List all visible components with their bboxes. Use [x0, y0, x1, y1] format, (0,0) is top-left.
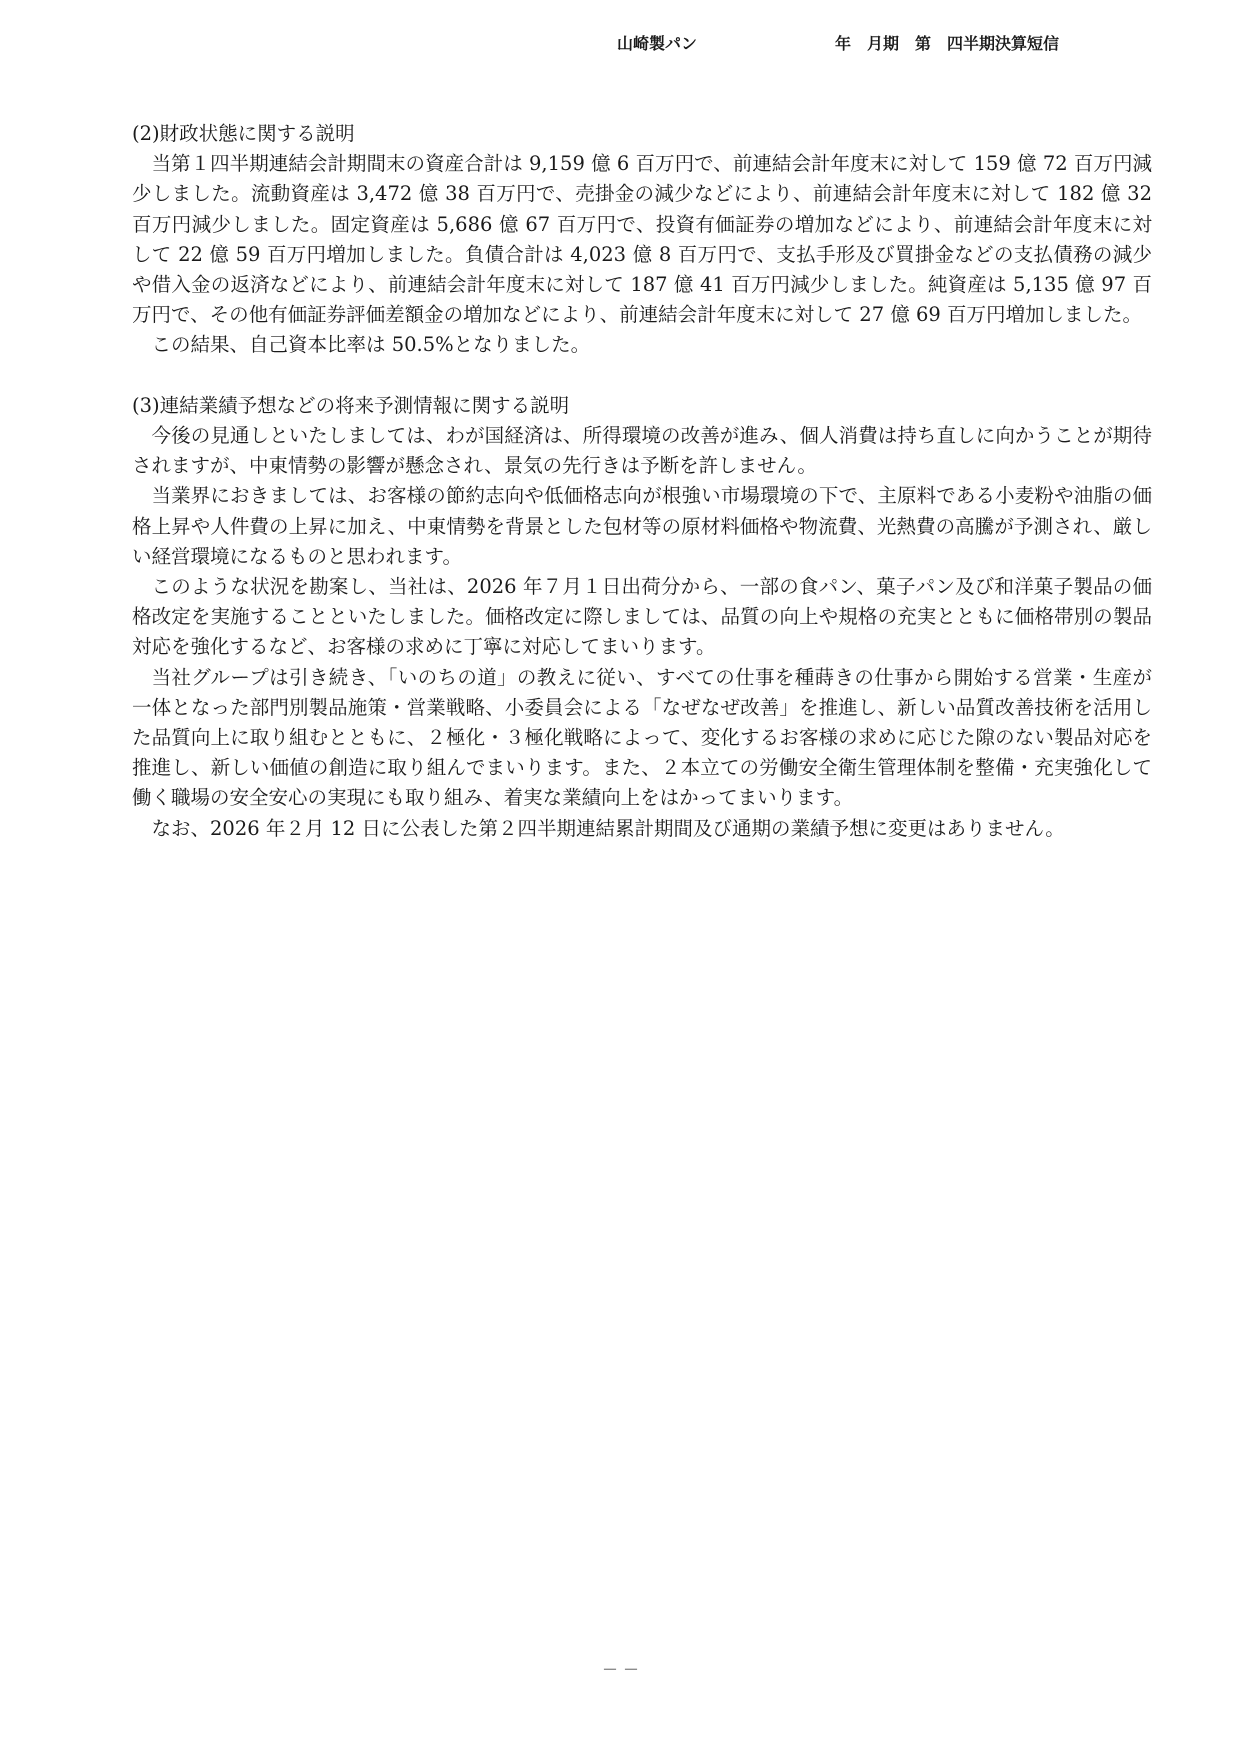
page-number: － －: [601, 1660, 640, 1679]
section-forecast: [132, 391, 1152, 844]
paragraph: 当第１四半期連結会計期間末の資産合計は 9,159 億 6 百万円で、前連結会計年度末に対して 159 億 72 百万円減少しました。流動資産は 3,472 億 38 百万円で、売掛金の減少などにより、前連結会計年度末に対して 182 億 32 百万円減少しました。固定資産は 5,686 億 67 百万円で、投資有価証券の増加などにより、前連結会計年度末に対して 22 億 59 百万円増加しました。負債合計は 4,023 億 8 百万円で、支払手形及び買掛金などの支払債務の減少や借入金の返済などにより、前連結会計年度末に対して 187 億 41 百万円減少しました。純資産は 5,135 億 97 百万円で、その他有価証券評価差額金の増加などにより、前連結会計年度末に対して 27 億 69 百万円増加しました。: [132, 152, 1152, 327]
company-name: 山崎製パン: [617, 34, 698, 53]
paragraph: 当業界におきましては、お客様の節約志向や低価格志向が根強い市場環境の下で、主原料である小麦粉や油脂の価格上昇や人件費の上昇に加え、中東情勢を背景とした包材等の原材料価格や物流費、光熱費の高騰が予測され、厳しい経営環境になるものと思われます。: [132, 484, 1152, 568]
section-spacer: [132, 361, 1152, 391]
section-heading: (2)財政状態に関する説明: [132, 122, 355, 145]
report-title: 年 月期 第 四半期決算短信: [835, 34, 1060, 53]
paragraph: なお、2026 年２月 12 日に公表した第２四半期連結累計期間及び通期の業績予想に変更はありません。: [151, 816, 1065, 840]
page-header: [0, 32, 1241, 56]
paragraph: 当社グループは引き続き、「いのちの道」の教えに従い、すべての仕事を種蒔きの仕事から開始する営業・生産が一体となった部門別製品施策・営業戦略、小委員会による「なぜなぜ改善」を推進し、新しい品質改善技術を活用した品質向上に取り組むとともに、２極化・３極化戦略によって、変化するお客様の求めに応じた隙のない製品対応を推進し、新しい価値の創造に取り組んでまいります。また、２本立ての労働安全衛生管理体制を整備・充実強化して働く職場の安全安心の実現にも取り組み、着実な業績向上をはかってまいります。: [132, 665, 1152, 810]
paragraph: このような状況を勘案し、当社は、2026 年７月１日出荷分から、一部の食パン、菓子パン及び和洋菓子製品の価格改定を実施することといたしました。価格改定に際しましては、品質の向上や規格の充実とともに価格帯別の製品対応を強化するなど、お客様の求めに丁寧に対応してまいります。: [132, 575, 1152, 659]
paragraph: この結果、自己資本比率は 50.5%となりました。: [151, 333, 591, 357]
section-heading: (3)連結業績予想などの将来予測情報に関する説明: [132, 393, 570, 417]
paragraph: 今後の見通しといたしましては、わが国経済は、所得環境の改善が進み、個人消費は持ち直しに向かうことが期待されますが、中東情勢の影響が懸念され、景気の先行きは予断を許しません。: [132, 424, 1152, 478]
section-financial-position: [132, 119, 1152, 361]
document-body: [132, 119, 1152, 844]
